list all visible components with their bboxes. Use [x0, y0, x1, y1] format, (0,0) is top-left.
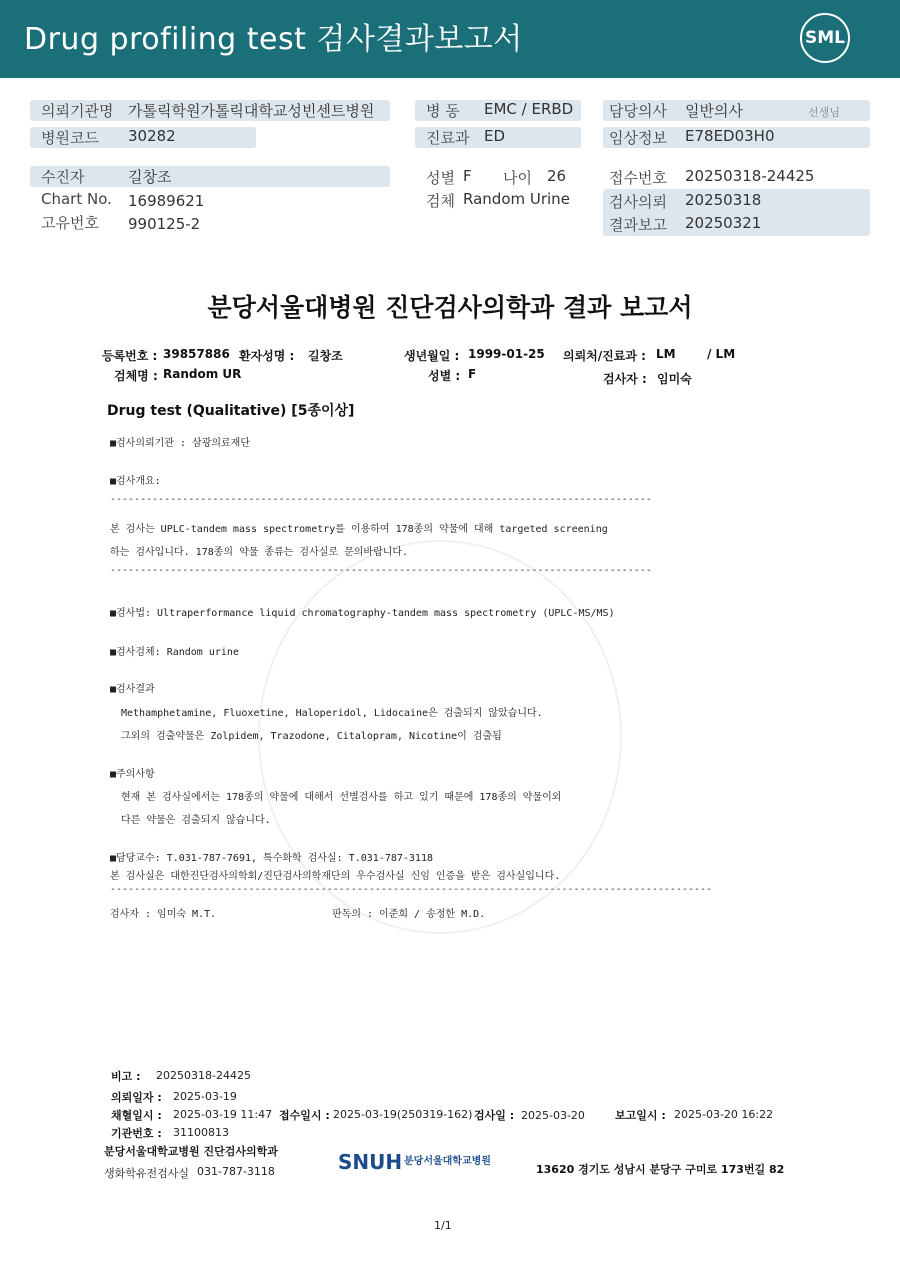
- caution-line-2: 다른 약물은 검출되지 않습니다.: [121, 815, 271, 826]
- overview-heading: ■검사개요:: [110, 476, 161, 487]
- patient-name-label: 환자성명 :: [239, 349, 295, 363]
- footer-address: 13620 경기도 성남시 분당구 구미로 173번길 82: [536, 1163, 785, 1176]
- receipt-label: 접수번호: [609, 169, 667, 187]
- ward-label: 병 동: [426, 102, 460, 120]
- divider-1: ------------------------------------------------------------------------------------------: [110, 494, 652, 505]
- caution-heading: ■주의사항: [110, 769, 155, 780]
- dob-label: 생년월일 :: [404, 349, 460, 363]
- requesting-institution: ■검사의뢰기관 : 삼광의료재단: [110, 438, 251, 449]
- reg-label: 등록번호 :: [102, 349, 158, 363]
- request-date-label: 의뢰일자 :: [111, 1091, 162, 1104]
- collection-value: 2025-03-19 11:47: [173, 1108, 273, 1121]
- footer-dept-name: 분당서울대학교병원 진단검사의학과: [104, 1145, 278, 1158]
- doctor-value: 일반의사: [685, 102, 743, 120]
- collection-label: 채혈일시 :: [111, 1109, 162, 1122]
- report-time-value: 2025-03-20 16:22: [674, 1108, 774, 1121]
- doctor-label: 담당의사: [609, 102, 667, 120]
- doctor-suffix: 선생님: [808, 106, 840, 119]
- test-date-label: 검사일 :: [474, 1109, 515, 1122]
- sml-logo: SML: [800, 13, 850, 63]
- result-line-1: Methamphetamine, Fluoxetine, Haloperidol, Lidocaine은 검출되지 않았습니다.: [121, 708, 543, 719]
- sex-label: 성별: [426, 169, 455, 187]
- dob-value: 1999-01-25: [468, 347, 545, 361]
- tester-label: 검사자 :: [603, 372, 647, 386]
- patient-name-value: 길창조: [308, 349, 343, 363]
- doc-sex-value: F: [468, 367, 477, 381]
- hospital-code-value: 30282: [128, 127, 176, 145]
- dept-label: 진료과: [426, 129, 470, 147]
- clinical-value: E78ED03H0: [685, 127, 775, 145]
- page-number: 1/1: [434, 1219, 452, 1232]
- uid-label: 고유번호: [41, 214, 99, 232]
- clinical-label: 임상정보: [609, 129, 667, 147]
- patient-label: 수진자: [41, 168, 85, 186]
- chart-value: 16989621: [128, 192, 205, 210]
- contact-line: ■담당교수: T.031-787-7691, 특수화학 검사실: T.031-787-3118: [110, 853, 433, 864]
- request-label: 검사의뢰: [609, 193, 667, 211]
- doc-title: 분당서울대병원 진단검사의학과 결과 보고서: [207, 293, 693, 322]
- report-time-label: 보고일시 :: [615, 1109, 666, 1122]
- footer-lab-name: 생화학유전검사실: [104, 1167, 190, 1180]
- doc-sex-label: 성별 :: [428, 369, 461, 383]
- tester-value: 임미숙: [657, 372, 692, 386]
- method-line: ■검사법: Ultraperformance liquid chromatography-tandem mass spectrometry (UPLC-MS/MS): [110, 608, 615, 619]
- reg-value: 39857886: [163, 347, 230, 361]
- patient-value: 길창조: [128, 168, 172, 186]
- result-heading: ■검사결과: [110, 684, 155, 695]
- receipt-value: 20250318-24425: [685, 167, 815, 185]
- footer-lab-phone: 031-787-3118: [197, 1165, 275, 1178]
- sex-value: F: [463, 167, 472, 185]
- age-label: 나이: [503, 169, 532, 187]
- specimen-line: ■검사검체: Random urine: [110, 647, 239, 658]
- note-label: 비고 :: [111, 1070, 141, 1083]
- certification-line: 본 검사실은 대한진단검사의학회/진단검사의학재단의 우수검사실 신임 인증을 받은 검사실입니다.: [110, 871, 561, 882]
- reader-line: 판독의 : 이준희 / 송정한 M.D.: [332, 909, 486, 920]
- caution-line-1: 현재 본 검사실에서는 178종의 약물에 대해서 선별검사를 하고 있기 때문에 178종의 약물이외: [121, 792, 562, 803]
- overview-line-1: 본 검사는 UPLC-tandem mass spectrometry를 이용하여 178종의 약물에 대해 targeted screening: [110, 524, 608, 535]
- referral-value-2: / LM: [707, 347, 736, 361]
- accept-label: 접수일시 :: [279, 1109, 330, 1122]
- hospital-code-label: 병원코드: [41, 129, 99, 147]
- referral-label: 의뢰처/진료과 :: [563, 349, 646, 363]
- divider-3: ----------------------------------------------------------------------------------------------------: [110, 884, 713, 895]
- signer-line: 검사자 : 임미숙 M.T.: [110, 909, 217, 920]
- accept-value: 2025-03-19(250319-162): [333, 1108, 473, 1121]
- chart-label: Chart No.: [41, 190, 112, 208]
- test-name: Drug test (Qualitative) [5종이상]: [107, 403, 355, 419]
- report-date-value: 20250321: [685, 214, 762, 232]
- test-date-value: 2025-03-20: [521, 1109, 585, 1122]
- report-date-label: 결과보고: [609, 216, 667, 234]
- institution-value: 가톨릭학원가톨릭대학교성빈센트병원: [128, 102, 375, 120]
- note-value: 20250318-24425: [156, 1069, 251, 1082]
- age-value: 26: [547, 167, 567, 185]
- ward-value: EMC / ERBD: [484, 100, 574, 118]
- divider-2: ------------------------------------------------------------------------------------------: [110, 565, 652, 576]
- request-date-value: 2025-03-19: [173, 1090, 237, 1103]
- inst-no-label: 기관번호 :: [111, 1127, 162, 1140]
- snuh-logo: SNUH: [338, 1150, 403, 1174]
- specimen-label: 검체: [426, 192, 455, 210]
- result-line-2: 그외의 검출약물은 Zolpidem, Trazodone, Citalopram, Nicotine이 검출됨: [121, 731, 502, 742]
- institution-label: 의뢰기관명: [41, 102, 114, 120]
- dept-value: ED: [484, 127, 506, 145]
- specimen-value: Random Urine: [463, 190, 570, 208]
- uid-value: 990125-2: [128, 215, 201, 233]
- inst-no-value: 31100813: [173, 1126, 229, 1139]
- specimen-name-label: 검체명 :: [114, 369, 158, 383]
- report-title: Drug profiling test 검사결과보고서: [24, 22, 523, 57]
- overview-line-2: 하는 검사입니다. 178종의 약물 종류는 검사실로 문의바랍니다.: [110, 547, 409, 558]
- request-value: 20250318: [685, 191, 762, 209]
- specimen-name-value: Random UR: [163, 367, 242, 381]
- referral-value-1: LM: [656, 347, 676, 361]
- snuh-hospital-name: 분당서울대학교병원: [404, 1156, 491, 1167]
